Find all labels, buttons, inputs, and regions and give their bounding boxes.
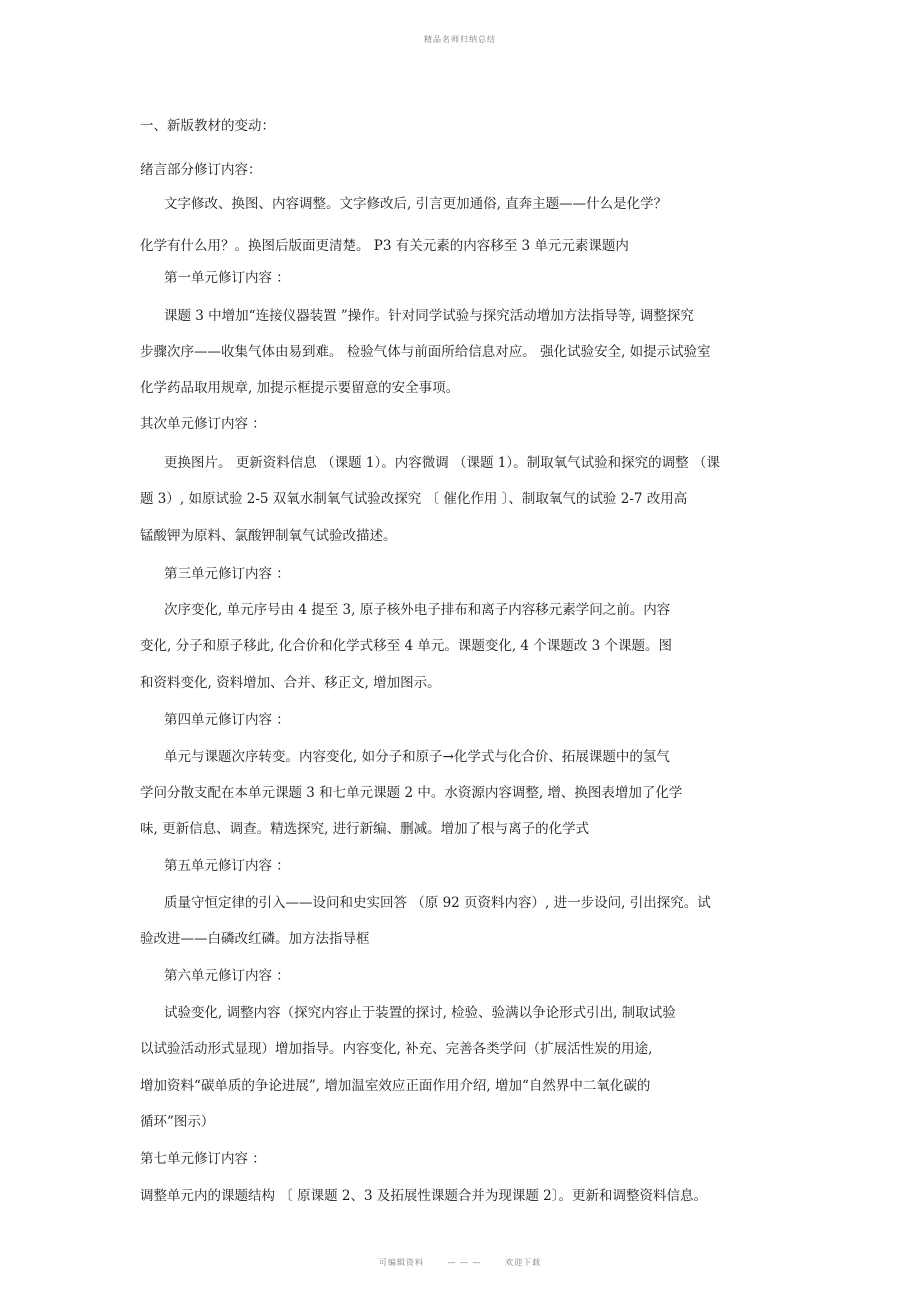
subsection-heading: 第一单元修订内容 ： [164, 270, 290, 286]
footer-right: 欢迎下载 [505, 1258, 542, 1267]
section-heading: 一、新版教材的变动： [140, 118, 275, 134]
paragraph-line: 课题 3 中增加“连接仪器装置 ”操作。针对同学试验与探究活动增加方法指导等, 调整探究 [164, 308, 694, 324]
paragraph-line: 增加资料“碳单质的争论进展”, 增加温室效应正面作用介绍, 增加“自然界中二氧化碳的 [140, 1078, 651, 1094]
paragraph-line: 单元与课题次序转变。内容变化, 如分子和原子→化学式与化合价、拓展课题中的氢气 [164, 749, 670, 765]
footer-left: 可编辑资料 [378, 1258, 424, 1267]
paragraph-line: 验改进——白磷改红磷。加方法指导框 [140, 931, 370, 947]
subsection-heading: 第六单元修订内容 ： [164, 968, 290, 984]
paragraph-line: 变化, 分子和原子移此, 化合价和化学式移至 4 单元。课题变化, 4 个课题改 3 个课题。图 [140, 638, 672, 654]
paragraph-line: 以试验活动形式显现）增加指导。内容变化, 补充、完善各类学问（扩展活性炭的用途, [140, 1041, 653, 1057]
paragraph-line: 化学药品取用规章, 加提示框提示要留意的安全事项。 [140, 380, 460, 396]
paragraph-line: 质量守恒定律的引入——设问和史实回答 （原 92 页资料内容）, 进一步设问, 引出探究。试 [164, 895, 711, 911]
subsection-heading: 其次单元修订内容 ： [140, 416, 266, 432]
subsection-heading: 第七单元修订内容 ： [140, 1151, 266, 1167]
subsection-heading: 第五单元修订内容 ： [164, 858, 290, 874]
paragraph-line: 文字修改、换图、内容调整。文字修改后, 引言更加通俗, 直奔主题——什么是化学？ [164, 196, 668, 212]
paragraph-line: 步骤次序——收集气体由易到难。 检验气体与前面所给信息对应。 强化试验安全, 如提示试验室 [140, 344, 711, 360]
paragraph-line: 和资料变化, 资料增加、合并、移正文, 增加图示。 [140, 675, 441, 691]
footer-dashes: — — — [447, 1258, 482, 1267]
paragraph-line: 锰酸钾为原料、氯酸钾制氧气试验改描述。 [140, 528, 397, 544]
subsection-heading: 第三单元修订内容 ： [164, 566, 290, 582]
subsection-heading: 第四单元修订内容 ： [164, 712, 290, 728]
page-header: 精品名师归纳总结 [424, 35, 496, 44]
page-footer [0, 1257, 920, 1268]
subsection-heading: 绪言部分修订内容： [140, 162, 262, 178]
paragraph-line: 调整单元内的课题结构 〔 原课题 2、3 及拓展性课题合并为现课题 2〕。更新和调整资料信息。 [140, 1188, 707, 1204]
paragraph-line: 次序变化, 单元序号由 4 提至 3, 原子核外电子排布和离子内容移元素学问之前。内容 [164, 602, 671, 618]
paragraph-line: 题 3）, 如原试验 2-5 双氧水制氧气试验改探究 〔 催化作用 〕、制取氧气的试验 2-7 改用高 [140, 491, 688, 507]
paragraph-line: 试验变化, 调整内容（探究内容止于装置的探讨, 检验、验满以争论形式引出, 制取试验 [164, 1005, 676, 1021]
paragraph-line: 化学有什么用？。换图后版面更清楚。 P3 有关元素的内容移至 3 单元元素课题内 [140, 238, 629, 254]
paragraph-line: 更换图片。 更新资料信息 （课题 1）。内容微调 （课题 1）。制取氧气试验和探究的调整 （课 [164, 455, 720, 471]
paragraph-line: 学问分散支配在本单元课题 3 和七单元课题 2 中。水资源内容调整, 增、换图表增加了化学 [140, 785, 683, 801]
paragraph-line: 味, 更新信息、调查。精选探究, 进行新编、删减。增加了根与离子的化学式 [140, 821, 590, 837]
paragraph-line: 循环”图示） [140, 1114, 215, 1130]
